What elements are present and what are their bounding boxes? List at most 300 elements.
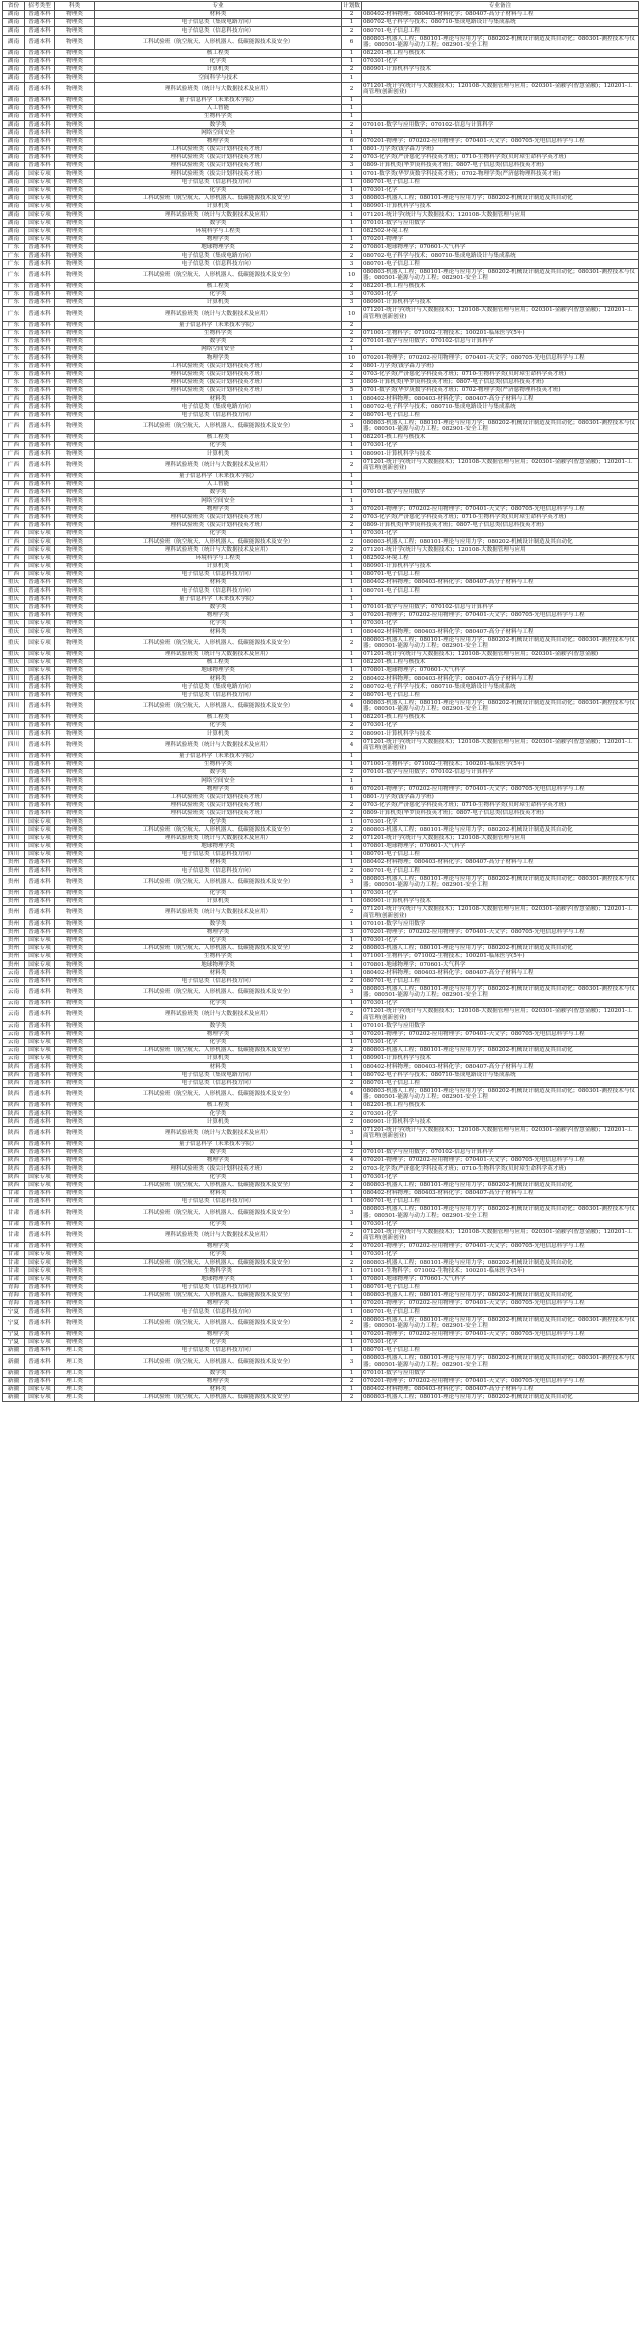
cell-subject-category: 物理类 xyxy=(55,307,95,321)
cell-plan-count: 2 xyxy=(342,906,362,920)
table-row xyxy=(3,1000,639,1008)
cell-plan-count: 1 xyxy=(342,579,362,587)
cell-major: 数学类 xyxy=(95,920,342,928)
table-row xyxy=(3,571,639,579)
cell-subject-category: 物理类 xyxy=(55,752,95,760)
cell-major-notes: 070801-地球物理学；070601-大气科学 xyxy=(362,1275,639,1283)
cell-subject-category: 物理类 xyxy=(55,801,95,809)
cell-plan-count: 6 xyxy=(342,35,362,49)
cell-subject-category: 物理类 xyxy=(55,667,95,675)
cell-province: 广西 xyxy=(3,442,25,450)
cell-admission-type: 国家专项 xyxy=(25,636,55,650)
cell-subject-category: 物理类 xyxy=(55,785,95,793)
cell-major-notes: 071201-统计学(统计与大数据技术)；120108-大数据管理与应用 xyxy=(362,211,639,219)
cell-admission-type: 普通本科 xyxy=(25,513,55,521)
cell-admission-type: 国家专项 xyxy=(25,546,55,554)
cell-major: 计算机类 xyxy=(95,1118,342,1126)
cell-province: 湖南 xyxy=(3,74,25,82)
cell-province: 贵州 xyxy=(3,889,25,897)
cell-province: 广西 xyxy=(3,395,25,403)
cell-major-notes: 070101-数学与应用数学 xyxy=(362,1369,639,1377)
table-row xyxy=(3,1030,639,1038)
table-row xyxy=(3,387,639,395)
cell-subject-category: 物理类 xyxy=(55,419,95,433)
cell-plan-count: 2 xyxy=(342,691,362,699)
cell-major-notes: 080803-机器人工程；080101-理论与应用力学；080202-机械设计制造及其自动化；080301-测控技术与仪器；080501-能源与动力工程；082901-安全工程 xyxy=(362,419,639,433)
cell-admission-type: 普通本科 xyxy=(25,1022,55,1030)
cell-subject-category: 物理类 xyxy=(55,859,95,867)
table-row xyxy=(3,1126,639,1140)
table-row xyxy=(3,260,639,268)
cell-province: 湖南 xyxy=(3,170,25,178)
cell-plan-count: 2 xyxy=(342,521,362,529)
cell-major: 数学类 xyxy=(95,219,342,227)
cell-major: 电子信息类（信息科技方向） xyxy=(95,1198,342,1206)
cell-major-notes: 080803-机器人工程；080101-理论与应用力学；080202-机械设计制造及其自动化 xyxy=(362,194,639,202)
cell-subject-category: 物理类 xyxy=(55,1079,95,1087)
cell-major: 材料类 xyxy=(95,1385,342,1393)
table-row xyxy=(3,889,639,897)
cell-admission-type: 普通本科 xyxy=(25,244,55,252)
cell-major-notes: 070201-物理学；070202-应用物理学；070401-天文学；080705-光电信息科学与工程 xyxy=(362,611,639,619)
table-row xyxy=(3,897,639,905)
cell-major: 工科试验班（航空航天、人形机器人、低碳能源技术及安全） xyxy=(95,1181,342,1189)
cell-province: 湖南 xyxy=(3,11,25,19)
table-row xyxy=(3,810,639,818)
cell-admission-type: 国家专项 xyxy=(25,818,55,826)
table-row xyxy=(3,505,639,513)
cell-admission-type: 普通本科 xyxy=(25,96,55,104)
cell-subject-category: 物理类 xyxy=(55,611,95,619)
table-row xyxy=(3,1355,639,1369)
cell-subject-category: 物理类 xyxy=(55,620,95,628)
cell-major: 工科试验班（航空航天、人形机器人、低碳能源技术及安全） xyxy=(95,1259,342,1267)
cell-major-notes: 070101-数学与应用数学 xyxy=(362,219,639,227)
cell-province: 云南 xyxy=(3,969,25,977)
cell-major-notes: 080402-材料物理；080403-材料化学；080407-高分子材料与工程 xyxy=(362,579,639,587)
cell-admission-type: 普通本科 xyxy=(25,769,55,777)
table-row xyxy=(3,1046,639,1054)
cell-admission-type: 普通本科 xyxy=(25,1347,55,1355)
table-row xyxy=(3,307,639,321)
cell-major-notes: 080402-材料物理；080403-材料化学；080407-高分子材料与工程 xyxy=(362,1385,639,1393)
cell-province: 陕西 xyxy=(3,1173,25,1181)
cell-subject-category: 物理类 xyxy=(55,628,95,636)
cell-province: 湖南 xyxy=(3,137,25,145)
cell-subject-category: 物理类 xyxy=(55,1308,95,1316)
cell-subject-category: 物理类 xyxy=(55,554,95,562)
cell-province: 广东 xyxy=(3,252,25,260)
cell-admission-type: 普通本科 xyxy=(25,49,55,57)
cell-plan-count: 3 xyxy=(342,1126,362,1140)
cell-province: 甘肃 xyxy=(3,1228,25,1242)
cell-plan-count: 3 xyxy=(342,985,362,999)
cell-admission-type: 普通本科 xyxy=(25,113,55,121)
cell-province: 湖南 xyxy=(3,104,25,112)
table-row xyxy=(3,1102,639,1110)
cell-plan-count: 2 xyxy=(342,362,362,370)
cell-major-notes: 080901-计算机科学与技术 xyxy=(362,1118,639,1126)
cell-plan-count: 1 xyxy=(342,628,362,636)
cell-admission-type: 普通本科 xyxy=(25,1126,55,1140)
cell-plan-count: 2 xyxy=(342,121,362,129)
cell-subject-category: 物理类 xyxy=(55,178,95,186)
cell-major: 理科试验班类（拔尖计划科技英才班） xyxy=(95,513,342,521)
cell-province: 湖南 xyxy=(3,203,25,211)
cell-plan-count: 1 xyxy=(342,1038,362,1046)
cell-major-notes: 080803-机器人工程；080101-理论与应用力学；080202-机械设计制造及其自动化；080301-测控技术与仪器；080501-能源与动力工程；082901-安全工程 xyxy=(362,35,639,49)
table-row xyxy=(3,1173,639,1181)
cell-admission-type: 普通本科 xyxy=(25,66,55,74)
cell-subject-category: 物理类 xyxy=(55,235,95,243)
table-row xyxy=(3,104,639,112)
cell-plan-count: 3 xyxy=(342,291,362,299)
cell-admission-type: 国家专项 xyxy=(25,178,55,186)
cell-province: 陕西 xyxy=(3,1140,25,1148)
cell-plan-count: 1 xyxy=(342,961,362,969)
cell-major: 化学类 xyxy=(95,620,342,628)
table-row xyxy=(3,458,639,472)
table-row xyxy=(3,977,639,985)
cell-admission-type: 普通本科 xyxy=(25,867,55,875)
cell-plan-count: 1 xyxy=(342,145,362,153)
cell-major: 工科试验班类（拔尖计划科技英才班） xyxy=(95,793,342,801)
cell-province: 贵州 xyxy=(3,859,25,867)
cell-subject-category: 物理类 xyxy=(55,906,95,920)
table-row xyxy=(3,113,639,121)
cell-plan-count: 2 xyxy=(342,458,362,472)
cell-major-notes: 070301-化学 xyxy=(362,1173,639,1181)
cell-province: 广西 xyxy=(3,480,25,488)
cell-major: 计算机类 xyxy=(95,203,342,211)
cell-plan-count: 2 xyxy=(342,801,362,809)
cell-province: 重庆 xyxy=(3,620,25,628)
cell-major-notes: 070101-数学与应用数学 xyxy=(362,920,639,928)
cell-major-notes: 070101-数学与应用数学；070102-信息与计算科学 xyxy=(362,337,639,345)
cell-plan-count: 3 xyxy=(342,1030,362,1038)
cell-major: 计算机类 xyxy=(95,299,342,307)
cell-admission-type: 普通本科 xyxy=(25,1008,55,1022)
cell-subject-category: 物理类 xyxy=(55,722,95,730)
table-row xyxy=(3,362,639,370)
cell-province: 重庆 xyxy=(3,658,25,666)
cell-subject-category: 物理类 xyxy=(55,104,95,112)
cell-major-notes: 070201-物理学；070202-应用物理学；070401-天文学；080705-光电信息科学与工程 xyxy=(362,505,639,513)
cell-major-notes xyxy=(362,752,639,760)
cell-admission-type: 普通本科 xyxy=(25,897,55,905)
cell-province: 广东 xyxy=(3,362,25,370)
cell-major-notes: 080901-计算机科学与技术 xyxy=(362,1055,639,1063)
cell-admission-type: 普通本科 xyxy=(25,875,55,889)
cell-major-notes: 082201-核工程与核技术 xyxy=(362,658,639,666)
cell-major-notes: 0703-化学类(严济慈化学科技英才班)；0710-生物科学类(贝时璋生命科学英才班) xyxy=(362,370,639,378)
cell-subject-category: 物理类 xyxy=(55,129,95,137)
cell-plan-count: 1 xyxy=(342,620,362,628)
cell-subject-category: 物理类 xyxy=(55,1198,95,1206)
cell-major: 电子信息类（信息科技方向） xyxy=(95,1283,342,1291)
table-row xyxy=(3,1110,639,1118)
cell-admission-type: 普通本科 xyxy=(25,480,55,488)
header-major-notes: 专业备注 xyxy=(362,2,639,11)
cell-plan-count: 1 xyxy=(342,395,362,403)
cell-admission-type: 普通本科 xyxy=(25,777,55,785)
cell-plan-count: 2 xyxy=(342,337,362,345)
cell-admission-type: 普通本科 xyxy=(25,603,55,611)
table-row xyxy=(3,211,639,219)
cell-province: 甘肃 xyxy=(3,1189,25,1197)
cell-plan-count: 1 xyxy=(342,587,362,595)
cell-plan-count: 3 xyxy=(342,419,362,433)
cell-admission-type: 普通本科 xyxy=(25,1157,55,1165)
cell-admission-type: 普通本科 xyxy=(25,730,55,738)
cell-province: 重庆 xyxy=(3,579,25,587)
cell-admission-type: 普通本科 xyxy=(25,969,55,977)
cell-plan-count: 1 xyxy=(342,1308,362,1316)
table-row xyxy=(3,842,639,850)
table-row xyxy=(3,851,639,859)
cell-plan-count: 2 xyxy=(342,1394,362,1402)
cell-major: 化学类 xyxy=(95,1251,342,1259)
cell-major: 理科试验班类（统计与大数据技术及应用） xyxy=(95,458,342,472)
header-plan-count: 计划数 xyxy=(343,2,360,9)
cell-admission-type: 普通本科 xyxy=(25,579,55,587)
cell-plan-count: 2 xyxy=(342,11,362,19)
cell-admission-type: 普通本科 xyxy=(25,785,55,793)
cell-plan-count: 1 xyxy=(342,235,362,243)
cell-subject-category: 物理类 xyxy=(55,969,95,977)
cell-major-notes: 070201-物理学；070202-应用物理学；070401-天文学；080705-光电信息科学与工程 xyxy=(362,1330,639,1338)
cell-subject-category: 物理类 xyxy=(55,538,95,546)
cell-major-notes: 080701-电子信息工程 xyxy=(362,571,639,579)
cell-plan-count: 1 xyxy=(342,480,362,488)
cell-major-notes: 070101-数学与应用数学；070102-信息与计算科学 xyxy=(362,121,639,129)
table-row xyxy=(3,521,639,529)
cell-plan-count: 1 xyxy=(342,793,362,801)
cell-plan-count: 2 xyxy=(342,411,362,419)
cell-subject-category: 物理类 xyxy=(55,691,95,699)
cell-province: 湖南 xyxy=(3,121,25,129)
cell-major-notes xyxy=(362,480,639,488)
cell-major: 理科试验班类（统计与大数据技术及应用） xyxy=(95,650,342,658)
cell-major: 化学类 xyxy=(95,1220,342,1228)
cell-subject-category: 物理类 xyxy=(55,387,95,395)
cell-major: 数学类 xyxy=(95,1149,342,1157)
cell-plan-count: 3 xyxy=(342,928,362,936)
cell-major-notes: 082201-核工程与核技术 xyxy=(362,1102,639,1110)
table-row xyxy=(3,777,639,785)
table-row xyxy=(3,961,639,969)
cell-plan-count: 1 xyxy=(342,489,362,497)
cell-subject-category: 物理类 xyxy=(55,1267,95,1275)
cell-plan-count: 1 xyxy=(342,1300,362,1308)
cell-admission-type: 普通本科 xyxy=(25,74,55,82)
cell-admission-type: 普通本科 xyxy=(25,252,55,260)
cell-admission-type: 普通本科 xyxy=(25,985,55,999)
cell-major-notes: 080402-材料物理；080403-材料化学；080407-高分子材料与工程 xyxy=(362,628,639,636)
cell-major-notes: 0703-化学类(严济慈化学科技英才班)；0710-生物科学类(贝时璋生命科学英才班) xyxy=(362,801,639,809)
cell-province: 云南 xyxy=(3,1022,25,1030)
cell-admission-type: 普通本科 xyxy=(25,1300,55,1308)
table-row xyxy=(3,658,639,666)
cell-plan-count: 2 xyxy=(342,1110,362,1118)
cell-subject-category: 理工类 xyxy=(55,1355,95,1369)
cell-major: 工科试验班（航空航天、人形机器人、低碳能源技术及安全） xyxy=(95,1087,342,1101)
cell-major: 材料类 xyxy=(95,675,342,683)
cell-province: 广东 xyxy=(3,282,25,290)
cell-plan-count: 2 xyxy=(342,321,362,329)
cell-admission-type: 普通本科 xyxy=(25,810,55,818)
cell-major: 理科试验班类（拔尖计划科技英才班） xyxy=(95,370,342,378)
table-row xyxy=(3,419,639,433)
cell-admission-type: 国家专项 xyxy=(25,530,55,538)
cell-subject-category: 物理类 xyxy=(55,1338,95,1346)
cell-province: 青海 xyxy=(3,1283,25,1291)
cell-subject-category: 物理类 xyxy=(55,977,95,985)
cell-major: 电子信息类（信息科技方向） xyxy=(95,411,342,419)
cell-subject-category: 物理类 xyxy=(55,595,95,603)
cell-province: 青海 xyxy=(3,1292,25,1300)
cell-plan-count: 2 xyxy=(342,1149,362,1157)
cell-major-notes xyxy=(362,346,639,354)
table-row xyxy=(3,928,639,936)
table-row xyxy=(3,66,639,74)
cell-admission-type: 普通本科 xyxy=(25,458,55,472)
cell-subject-category: 物理类 xyxy=(55,1149,95,1157)
cell-subject-category: 物理类 xyxy=(55,1251,95,1259)
cell-plan-count: 1 xyxy=(342,1055,362,1063)
cell-plan-count: 2 xyxy=(342,244,362,252)
cell-major: 工科试验班类（拔尖计划科技英才班） xyxy=(95,145,342,153)
cell-admission-type: 普通本科 xyxy=(25,362,55,370)
cell-admission-type: 普通本科 xyxy=(25,1079,55,1087)
table-row xyxy=(3,785,639,793)
cell-major-notes xyxy=(362,777,639,785)
cell-province: 湖南 xyxy=(3,235,25,243)
cell-major-notes: 080803-机器人工程；080101-理论与应用力学；080202-机械设计制造及其自动化；080301-测控技术与仪器；080501-能源与动力工程；082901-安全工程 xyxy=(362,636,639,650)
cell-subject-category: 物理类 xyxy=(55,82,95,96)
table-row xyxy=(3,27,639,35)
cell-admission-type: 国家专项 xyxy=(25,186,55,194)
cell-major: 化学类 xyxy=(95,530,342,538)
cell-admission-type: 普通本科 xyxy=(25,11,55,19)
table-row xyxy=(3,562,639,570)
cell-subject-category: 物理类 xyxy=(55,1181,95,1189)
cell-major: 化学类 xyxy=(95,1000,342,1008)
cell-admission-type: 普通本科 xyxy=(25,434,55,442)
cell-subject-category: 物理类 xyxy=(55,928,95,936)
cell-admission-type: 国家专项 xyxy=(25,834,55,842)
cell-admission-type: 国家专项 xyxy=(25,953,55,961)
cell-province: 云南 xyxy=(3,1030,25,1038)
table-row xyxy=(3,620,639,628)
cell-major-notes: 070101-数学与应用数学；070102-信息与计算科学 xyxy=(362,769,639,777)
cell-admission-type: 普通本科 xyxy=(25,1063,55,1071)
table-row xyxy=(3,1242,639,1250)
cell-major: 网络空间安全 xyxy=(95,777,342,785)
cell-major: 生物科学类 xyxy=(95,1267,342,1275)
cell-major: 工科试验班（航空航天、人形机器人、低碳能源技术及安全） xyxy=(95,268,342,282)
cell-province: 广东 xyxy=(3,354,25,362)
cell-major-notes: 080701-电子信息工程 xyxy=(362,851,639,859)
cell-major: 材料类 xyxy=(95,628,342,636)
cell-province: 四川 xyxy=(3,851,25,859)
cell-plan-count: 2 xyxy=(342,867,362,875)
cell-major-notes: 070201-物理学；070202-应用物理学；070401-天文学；080705-光电信息科学与工程 xyxy=(362,1377,639,1385)
table-row xyxy=(3,1008,639,1022)
cell-major: 计算机类 xyxy=(95,562,342,570)
cell-province: 四川 xyxy=(3,738,25,752)
cell-plan-count: 1 xyxy=(342,96,362,104)
cell-major: 工科试验班（航空航天、人形机器人、低碳能源技术及安全） xyxy=(95,1292,342,1300)
cell-province: 四川 xyxy=(3,834,25,842)
cell-major: 生物科学类 xyxy=(95,113,342,121)
cell-subject-category: 物理类 xyxy=(55,291,95,299)
cell-major-notes: 0809-计算机类(华罗庚科技英才班)；0807-电子信息类(信息科技英才班) xyxy=(362,162,639,170)
cell-subject-category: 物理类 xyxy=(55,1300,95,1308)
cell-plan-count: 1 xyxy=(342,1292,362,1300)
cell-major-notes: 070301-化学 xyxy=(362,1220,639,1228)
cell-major-notes: 080702-电子科学与技术；080710-集成电路设计与集成系统 xyxy=(362,683,639,691)
cell-plan-count: 1 xyxy=(342,936,362,944)
table-row xyxy=(3,1369,639,1377)
cell-province: 宁夏 xyxy=(3,1308,25,1316)
cell-major: 物理学类 xyxy=(95,1030,342,1038)
cell-major-notes: 070201-物理学；070202-应用物理学；070401-天文学；080705-光电信息科学与工程 xyxy=(362,1030,639,1038)
table-row xyxy=(3,378,639,386)
cell-plan-count: 4 xyxy=(342,1157,362,1165)
cell-major: 地球物理学类 xyxy=(95,961,342,969)
cell-plan-count: 1 xyxy=(342,777,362,785)
cell-major-notes: 070301-化学 xyxy=(362,889,639,897)
cell-admission-type: 普通本科 xyxy=(25,699,55,713)
cell-plan-count: 1 xyxy=(342,859,362,867)
cell-province: 重庆 xyxy=(3,636,25,650)
cell-major: 材料类 xyxy=(95,579,342,587)
cell-major: 计算机类 xyxy=(95,66,342,74)
cell-plan-count: 4 xyxy=(342,738,362,752)
cell-subject-category: 物理类 xyxy=(55,793,95,801)
table-row xyxy=(3,691,639,699)
cell-subject-category: 物理类 xyxy=(55,244,95,252)
cell-subject-category: 物理类 xyxy=(55,505,95,513)
cell-admission-type: 国家专项 xyxy=(25,1267,55,1275)
cell-admission-type: 普通本科 xyxy=(25,1000,55,1008)
table-row xyxy=(3,587,639,595)
cell-province: 广西 xyxy=(3,472,25,480)
cell-major: 网络空间安全 xyxy=(95,129,342,137)
cell-province: 广东 xyxy=(3,337,25,345)
cell-plan-count: 3 xyxy=(342,299,362,307)
table-row xyxy=(3,985,639,999)
cell-major-notes: 080901-计算机科学与技术 xyxy=(362,203,639,211)
cell-major-notes xyxy=(362,472,639,480)
cell-province: 四川 xyxy=(3,699,25,713)
cell-major-notes: 070801-地球物理学；070601-大气科学 xyxy=(362,667,639,675)
cell-subject-category: 物理类 xyxy=(55,299,95,307)
cell-province: 新疆 xyxy=(3,1385,25,1393)
cell-subject-category: 物理类 xyxy=(55,442,95,450)
cell-subject-category: 物理类 xyxy=(55,1030,95,1038)
cell-major: 化学类 xyxy=(95,1338,342,1346)
cell-province: 广东 xyxy=(3,370,25,378)
cell-province: 贵州 xyxy=(3,875,25,889)
cell-major-notes: 080701-电子信息工程 xyxy=(362,260,639,268)
cell-major-notes xyxy=(362,74,639,82)
cell-province: 新疆 xyxy=(3,1347,25,1355)
cell-subject-category: 物理类 xyxy=(55,211,95,219)
cell-major: 化学类 xyxy=(95,57,342,65)
cell-province: 湖南 xyxy=(3,19,25,27)
